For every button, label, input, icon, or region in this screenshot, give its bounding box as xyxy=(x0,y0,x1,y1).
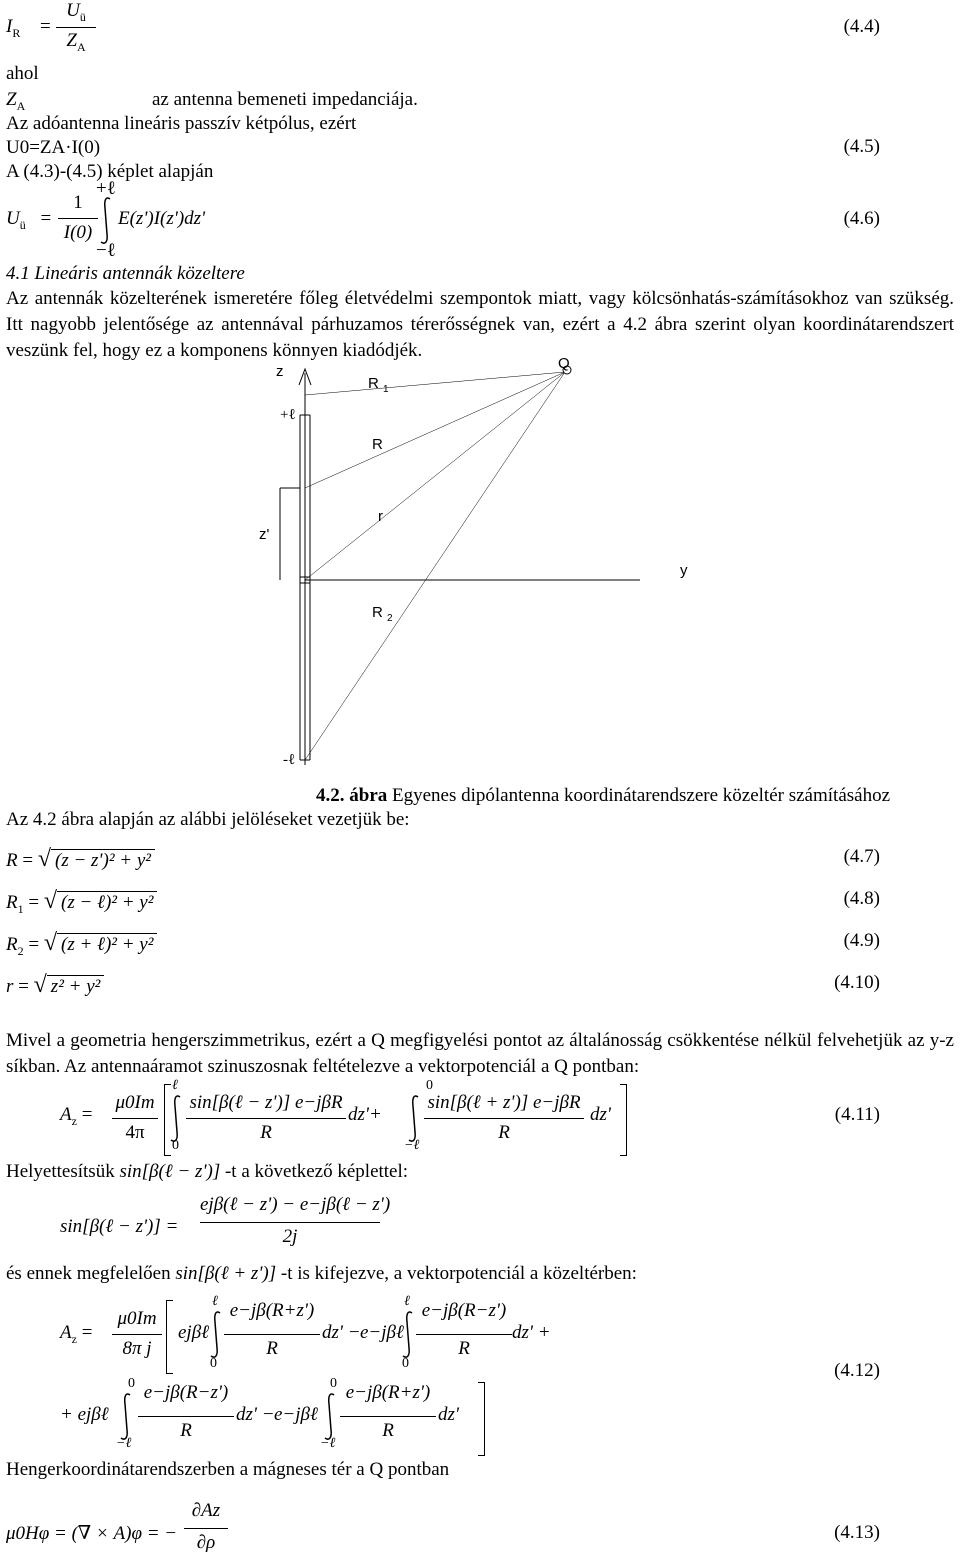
fig-r1-label xyxy=(368,375,389,395)
eq46-lower: −ℓ xyxy=(96,240,116,261)
accordingly-line xyxy=(6,1262,637,1286)
eq44-number: (4.4) xyxy=(843,16,880,37)
eq411-int2-upper: 0 xyxy=(426,1078,433,1093)
eq411-coef-num: μ0Im xyxy=(115,1092,155,1113)
eq46-den: I(0) xyxy=(63,222,93,243)
eq412-t4-lower: −ℓ xyxy=(320,1436,336,1451)
eq44-denominator xyxy=(56,30,96,55)
eq412-coef-num: μ0Im xyxy=(117,1308,157,1329)
integral-sign xyxy=(404,1094,424,1144)
za-text: az antenna bemeneti impedanciája. xyxy=(152,89,418,110)
eq413-num: ∂Az xyxy=(191,1500,221,1521)
eq412-t4-den: R xyxy=(382,1420,394,1441)
eq-4-8: $R_1$ = √ (z − ℓ)² + y² xyxy=(6,888,157,917)
eq44-den-sub: A xyxy=(76,39,86,54)
fig-r1-sub: 1 xyxy=(383,384,389,395)
eq411-int1-upper: ℓ xyxy=(172,1078,178,1093)
eq410-lhs: r xyxy=(6,976,14,997)
fig-y-axis-label: y xyxy=(680,562,688,579)
eq44-num: U xyxy=(66,0,80,21)
eq412-t4-pre: e−jβℓ xyxy=(274,1404,318,1425)
fig-plus-l-label: +ℓ xyxy=(280,407,296,423)
from-line: A (4.3)-(4.5) képlet alapján xyxy=(6,161,214,182)
eq412-sub: z xyxy=(71,1331,77,1346)
left-bracket xyxy=(166,1300,173,1374)
fig-zprime-label: z' xyxy=(259,526,270,543)
eq411-coef-den: 4π xyxy=(125,1122,145,1143)
integral-sign xyxy=(206,1310,226,1360)
left-bracket xyxy=(164,1084,171,1156)
eq-4-10: r = √ z² + y² xyxy=(6,972,104,999)
subst-pre: Helyettesítsük xyxy=(6,1161,115,1182)
fraction-bar xyxy=(186,1118,346,1119)
eq48-sub: 1 xyxy=(17,901,24,916)
eq48-radicand: (z − ℓ)² + y² xyxy=(57,891,157,913)
accordingly-post: -t is kifejezve, a vektorpotenciál a közeltérben: xyxy=(280,1263,637,1284)
fig-r-label: R xyxy=(372,436,383,453)
eq412-t2-d: dz' + xyxy=(512,1322,551,1343)
eq411-int2-num: sin[β(ℓ + z')] e−jβR xyxy=(427,1092,581,1113)
intro-line: Az 4.2 ábra alapján az alábbi jelöléseket vezetjük be: xyxy=(6,809,410,830)
eq49-number: (4.9) xyxy=(843,930,880,951)
subst-post: -t a következő képlettel: xyxy=(224,1161,409,1182)
accordingly-expr: sin[β(ℓ + z')] xyxy=(175,1263,277,1284)
eq412-t1-pre: ejβℓ xyxy=(178,1322,210,1343)
eq412-t2-pre: e−jβℓ xyxy=(360,1322,404,1343)
eq412-number: (4.12) xyxy=(834,1360,880,1381)
eq411-int2-lower: −ℓ xyxy=(404,1138,420,1153)
fraction-bar xyxy=(138,1416,234,1417)
eq-4-7: R = √ (z − z')² + y² xyxy=(6,846,155,873)
eq410-number: (4.10) xyxy=(834,972,880,993)
eq44-lhs-sub: R xyxy=(12,25,21,40)
eq412-t1-upper: ℓ xyxy=(212,1294,218,1309)
fig-minus-l-label: -ℓ xyxy=(283,752,296,768)
subst-line xyxy=(6,1160,408,1184)
eq412-t4-num: e−jβ(R+z') xyxy=(345,1382,431,1403)
eq48-number: (4.8) xyxy=(843,888,880,909)
integral-sign xyxy=(320,1392,340,1442)
eq412-t1-d: dz' − xyxy=(322,1322,361,1343)
fraction-bar xyxy=(56,27,96,28)
eq49-lhs: R xyxy=(6,934,18,955)
passive-line: Az adóantenna lineáris passzív kétpólus, ezért xyxy=(6,113,357,134)
fig-r1-letter: R xyxy=(368,375,379,392)
eq412-t1-num: e−jβ(R+z') xyxy=(229,1300,315,1321)
eq412-t1-den: R xyxy=(266,1338,278,1359)
caption-text: Egyenes dipólantenna koordinátarendszere közeltér számításához xyxy=(392,785,891,806)
accordingly-pre: és ennek megfelelően xyxy=(6,1263,171,1284)
paragraph-1: Az antennák közelterének ismeretére főleg életvédelmi szempontok miatt, vagy kölcsönhatás-számításokhoz van szükség. Itt nagyobb jelentősége az antennával párhuzamos térerősségnek van, ezért a 4.2 ábra szerint olyan koordinátarendszert veszünk fel, hogy ez a komponens könnyen kiadódjék. xyxy=(6,288,954,361)
fraction-bar xyxy=(200,1222,380,1223)
eq412-t3-upper: 0 xyxy=(128,1376,135,1391)
eq44-num-sub: ü xyxy=(79,9,86,24)
fraction-bar xyxy=(424,1118,584,1119)
eq46-body: E(z')I(z')dz' xyxy=(118,208,206,229)
eq-4-9: $R_2$ = √ (z + ℓ)² + y² xyxy=(6,930,157,959)
eq411-lhs: $A_z$ = xyxy=(60,1104,93,1128)
fig-z-axis-label: z xyxy=(276,363,284,380)
eq47-radicand: (z − z')² + y² xyxy=(51,849,155,871)
fraction-bar xyxy=(224,1334,320,1335)
eq413-number: (4.13) xyxy=(834,1522,880,1543)
eq412-eq: = xyxy=(81,1322,93,1343)
eq411-dz1: dz'+ xyxy=(348,1104,382,1125)
fraction-bar xyxy=(184,1528,228,1529)
eq44-equals: = xyxy=(40,16,51,37)
eq-4-4 xyxy=(6,16,20,41)
integral-sign xyxy=(398,1310,418,1360)
eq412-a: A xyxy=(60,1322,72,1343)
eq46-number: (4.6) xyxy=(843,208,880,229)
eq411-dz2: dz' xyxy=(590,1104,611,1125)
eq412-lhs xyxy=(60,1322,92,1347)
za-symbol: Z xyxy=(6,89,17,110)
figure-caption xyxy=(316,784,890,808)
eq411-int2-den: R xyxy=(498,1122,510,1143)
eq411-int1-den: R xyxy=(260,1122,272,1143)
eq412-t1-lower: 0 xyxy=(210,1356,217,1371)
eq412-t3-d: dz' − xyxy=(236,1404,275,1425)
eq49-radicand: (z + ℓ)² + y² xyxy=(57,933,157,955)
eq412-t4-upper: 0 xyxy=(330,1376,337,1391)
eq412-coef-den: 8π j xyxy=(122,1338,152,1359)
fraction-bar xyxy=(416,1334,512,1335)
subst-expr: sin[β(ℓ − z')] xyxy=(119,1161,221,1182)
cyl-line: Hengerkoordinátarendszerben a mágneses tér a Q pontban xyxy=(6,1459,450,1480)
eq44-numerator xyxy=(56,0,96,25)
eq411-sub: z xyxy=(71,1113,77,1128)
eq46-upper: +ℓ xyxy=(96,178,116,199)
integral-sign xyxy=(96,196,116,246)
eq412-t2-den: R xyxy=(458,1338,470,1359)
eq411-int1-lower: 0 xyxy=(172,1138,179,1153)
eq412-t3-lower: −ℓ xyxy=(116,1436,132,1451)
eq47-number: (4.7) xyxy=(843,846,880,867)
eq412-t3-pre: + ejβℓ xyxy=(60,1404,109,1425)
eq46-one: 1 xyxy=(73,192,83,213)
fraction-bar xyxy=(58,218,98,219)
fraction-bar xyxy=(112,1118,158,1119)
eq411-a: A xyxy=(60,1104,72,1125)
eq412-t2-lower: 0 xyxy=(402,1356,409,1371)
eq45-number: (4.5) xyxy=(843,136,880,157)
fraction-bar xyxy=(340,1416,436,1417)
integral-sign xyxy=(116,1392,136,1442)
fig-small-r-label: r xyxy=(378,508,383,525)
ahol-label: ahol xyxy=(6,63,39,84)
section-title: 4.1 Lineáris antennák közeltere xyxy=(6,263,245,284)
eq-sin-num: ejβ(ℓ − z') − e−jβ(ℓ − z') xyxy=(200,1194,391,1215)
eq-sin-lhs: sin[β(ℓ − z')] = xyxy=(60,1216,179,1237)
eq412-t2-num: e−jβ(R−z') xyxy=(421,1300,507,1321)
eq47-lhs: R xyxy=(6,850,18,871)
right-bracket xyxy=(478,1382,485,1456)
eq44-den: Z xyxy=(66,30,77,51)
eq412-t3-num: e−jβ(R−z') xyxy=(143,1382,229,1403)
eq412-t2-upper: ℓ xyxy=(404,1294,410,1309)
eq48-lhs: R xyxy=(6,892,18,913)
eq-sin-den: 2j xyxy=(282,1226,298,1247)
paragraph-2: Mivel a geometria hengerszimmetrikus, ezért a Q megfigyelési pontot az általánosság csökkentése nélkül felvehetjük az y-z síkban. Az antennaáramot szinuszosnak feltételezve a vektorpotenciál a Q pontban: xyxy=(6,1030,954,1077)
eq412-t3-den: R xyxy=(180,1420,192,1441)
eq49-sub: 2 xyxy=(17,943,24,958)
eq411-number: (4.11) xyxy=(834,1104,880,1125)
fig-r2-letter: R xyxy=(372,604,383,621)
eq-4-5: U0=ZA·I(0) xyxy=(6,137,101,158)
eq44-lhs: I xyxy=(6,16,13,37)
eq46-sub: ü xyxy=(19,217,26,232)
fig-q-label: Q xyxy=(558,355,570,372)
eq413-lhs: μ0Hφ = (∇ × A)φ = − xyxy=(6,1523,178,1544)
eq413-den: ∂ρ xyxy=(196,1532,216,1553)
eq411-int1-num: sin[β(ℓ − z')] e−jβR xyxy=(189,1092,343,1113)
eq46-lhs: U xyxy=(6,208,20,229)
fraction-bar xyxy=(112,1334,162,1335)
fig-r2-sub: 2 xyxy=(387,613,393,624)
fig-r2-label xyxy=(372,604,393,624)
right-bracket xyxy=(620,1084,627,1156)
eq-4-6: $U_ü$ = xyxy=(6,208,52,232)
caption-label: 4.2. ábra xyxy=(316,785,388,806)
figure-4-2 xyxy=(240,355,640,775)
eq412-t4-d: dz' xyxy=(438,1404,459,1425)
za-sub: A xyxy=(16,98,26,113)
eq410-radicand: z² + y² xyxy=(47,975,105,997)
